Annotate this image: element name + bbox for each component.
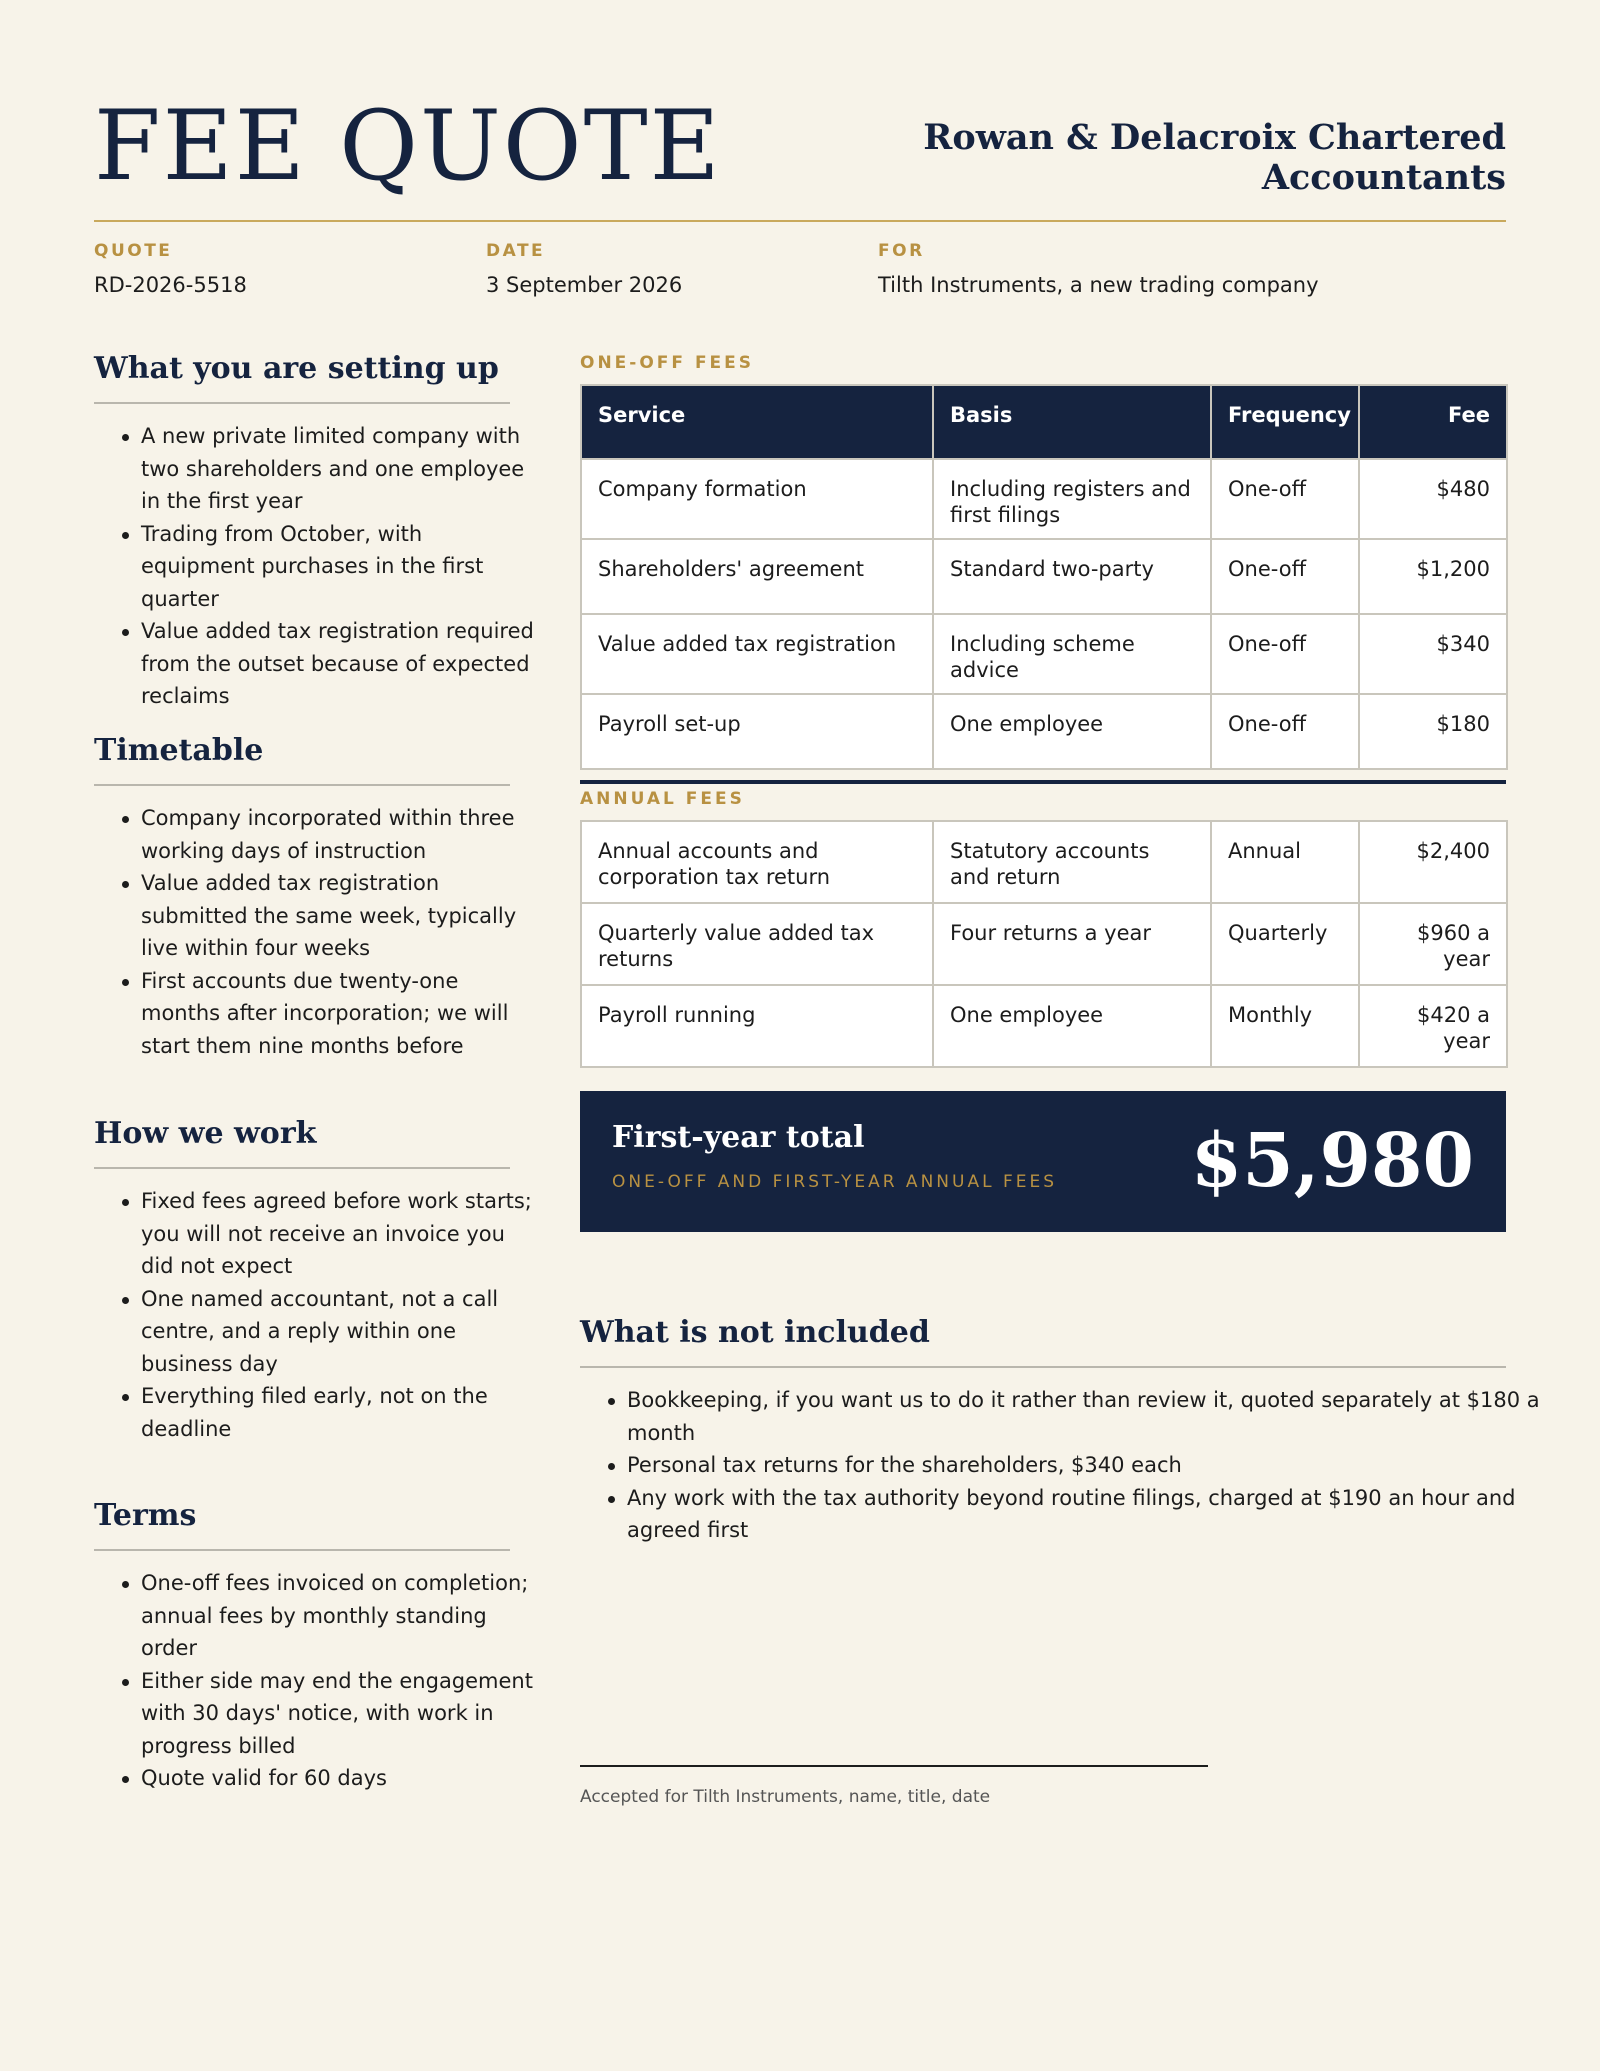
frequency-cell: Quarterly <box>1211 903 1359 985</box>
table-row <box>581 614 1507 694</box>
section-heading: Terms <box>94 1497 510 1551</box>
basis-cell: One employee <box>933 985 1211 1067</box>
table-row <box>581 694 1507 769</box>
service-cell: Company formation <box>581 459 933 539</box>
frequency-cell: One-off <box>1211 694 1359 769</box>
client-name: Tilth Instruments, a new trading company <box>878 273 1319 297</box>
section-heading: What you are setting up <box>94 350 510 404</box>
table-row <box>581 903 1507 985</box>
frequency-cell: One-off <box>1211 539 1359 614</box>
table-row <box>581 985 1507 1067</box>
fee-cell: $960 a year <box>1359 903 1507 985</box>
for-label: FOR <box>878 241 925 261</box>
quote-date: 3 September 2026 <box>486 273 683 297</box>
signature-line <box>580 1765 1208 1767</box>
section-heading: Timetable <box>94 732 510 786</box>
firm-name: Rowan & Delacroix Chartered Accountants <box>923 117 1506 198</box>
section-terms <box>94 1497 534 1795</box>
bullet-list <box>580 1384 1580 1547</box>
oneoff-fees-block <box>580 352 1506 784</box>
section-how-we-work <box>94 1115 534 1445</box>
fee-cell: $480 <box>1359 459 1507 539</box>
frequency-cell: Monthly <box>1211 985 1359 1067</box>
service-cell: Quarterly value added tax returns <box>581 903 933 985</box>
date-label: DATE <box>486 241 546 261</box>
list-item: Either side may end the engagement with 30 days' notice, with work in progress billed <box>94 1665 534 1763</box>
frequency-cell: One-off <box>1211 459 1359 539</box>
list-item: One named accountant, not a call centre, and a reply within one business day <box>94 1283 534 1381</box>
fee-cell: $180 <box>1359 694 1507 769</box>
list-item: A new private limited company with two shareholders and one employee in the first year <box>94 420 534 518</box>
client-block <box>878 240 1319 300</box>
column-header-basis: Basis <box>933 385 1211 459</box>
list-item: One-off fees invoiced on completion; annual fees by monthly standing order <box>94 1567 534 1665</box>
frequency-cell: One-off <box>1211 614 1359 694</box>
column-header-frequency: Frequency <box>1211 385 1359 459</box>
document-title: FEE QUOTE <box>94 90 722 202</box>
quote-number: RD-2026-5518 <box>94 273 247 297</box>
list-item: Trading from October, with equipment purchases in the first quarter <box>94 518 534 616</box>
fee-cell: $1,200 <box>1359 539 1507 614</box>
list-item: Personal tax returns for the shareholders, $340 each <box>580 1449 1580 1482</box>
fee-cell: $2,400 <box>1359 821 1507 903</box>
basis-cell: Including registers and first filings <box>933 459 1211 539</box>
list-item: Bookkeeping, if you want us to do it rather than review it, quoted separately at $180 a month <box>580 1384 1580 1449</box>
section-not-included <box>580 1314 1540 1547</box>
basis-cell: One employee <box>933 694 1211 769</box>
basis-cell: Statutory accounts and return <box>933 821 1211 903</box>
signature-caption: Accepted for Tilth Instruments, name, title, date <box>580 1787 991 1807</box>
annual-fees-block <box>580 788 1506 1068</box>
frequency-cell: Annual <box>1211 821 1359 903</box>
bullet-list <box>94 802 534 1062</box>
list-item: Value added tax registration required from the outset because of expected reclaims <box>94 615 534 713</box>
table-row <box>581 459 1507 539</box>
total-sublabel: ONE-OFF AND FIRST-YEAR ANNUAL FEES <box>612 1172 1057 1192</box>
service-cell: Annual accounts and corporation tax return <box>581 821 933 903</box>
oneoff-caption: ONE-OFF FEES <box>580 353 755 373</box>
list-item: Company incorporated within three working days of instruction <box>94 802 534 867</box>
list-item: Everything filed early, not on the deadline <box>94 1380 534 1445</box>
table-row <box>581 539 1507 614</box>
total-amount: $5,980 <box>1190 1118 1474 1204</box>
quote-label: QUOTE <box>94 241 173 261</box>
annual-caption: ANNUAL FEES <box>580 789 745 809</box>
section-timetable <box>94 732 534 1062</box>
fee-cell: $420 a year <box>1359 985 1507 1067</box>
document-header <box>94 90 1506 222</box>
list-item: First accounts due twenty-one months after incorporation; we will start them nine months before <box>94 965 534 1063</box>
quote-number-block <box>94 240 247 300</box>
total-label: First-year total <box>612 1120 865 1155</box>
section-heading: What is not included <box>580 1314 1506 1368</box>
list-item: Quote valid for 60 days <box>94 1762 534 1795</box>
list-item: Value added tax registration submitted the same week, typically live within four weeks <box>94 867 534 965</box>
service-cell: Shareholders' agreement <box>581 539 933 614</box>
column-header-fee: Fee <box>1359 385 1507 459</box>
service-cell: Payroll set-up <box>581 694 933 769</box>
table-header-row <box>581 385 1507 459</box>
section-divider <box>580 780 1506 784</box>
section-setup <box>94 350 534 713</box>
basis-cell: Including scheme advice <box>933 614 1211 694</box>
service-cell: Value added tax registration <box>581 614 933 694</box>
column-header-service: Service <box>581 385 933 459</box>
first-year-total-panel <box>580 1091 1506 1232</box>
fee-cell: $340 <box>1359 614 1507 694</box>
bullet-list <box>94 420 534 713</box>
oneoff-fees-table <box>580 384 1508 770</box>
bullet-list <box>94 1567 534 1795</box>
date-block <box>486 240 682 300</box>
basis-cell: Four returns a year <box>933 903 1211 985</box>
table-row <box>581 821 1507 903</box>
bullet-list <box>94 1185 534 1445</box>
list-item: Fixed fees agreed before work starts; you will not receive an invoice you did not expect <box>94 1185 534 1283</box>
service-cell: Payroll running <box>581 985 933 1067</box>
list-item: Any work with the tax authority beyond routine filings, charged at $190 an hour and agreed first <box>580 1482 1580 1547</box>
annual-fees-table <box>580 820 1508 1068</box>
section-heading: How we work <box>94 1115 510 1169</box>
basis-cell: Standard two-party <box>933 539 1211 614</box>
